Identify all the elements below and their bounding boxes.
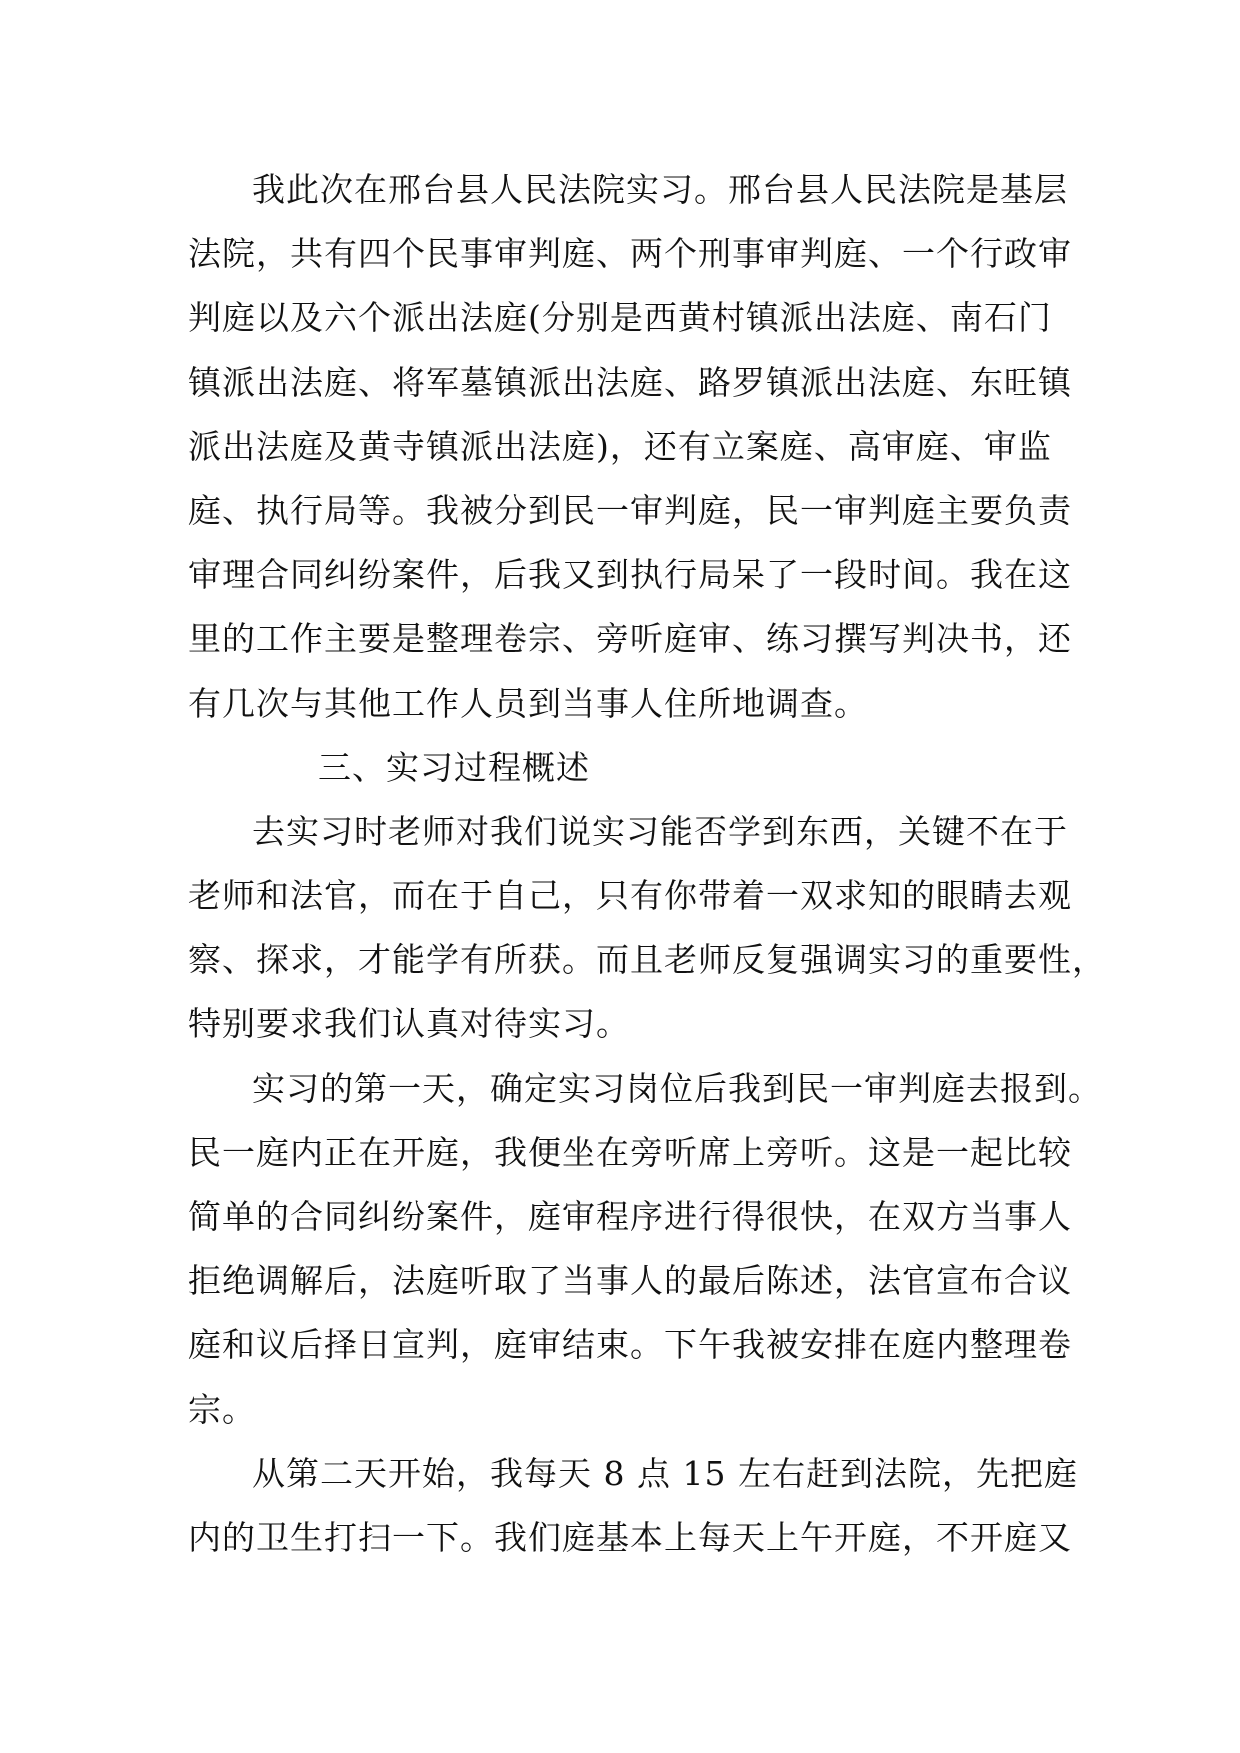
text-line: 庭和议后择日宣判，庭审结束。下午我被安排在庭内整理卷	[188, 1325, 1072, 1365]
text-line: 有几次与其他工作人员到当事人住所地调查。	[188, 683, 868, 723]
text-line: 拒绝调解后，法庭听取了当事人的最后陈述，法官宣布合议	[188, 1261, 1072, 1301]
text-line: 里的工作主要是整理卷宗、旁听庭审、练习撰写判决书，还	[188, 619, 1072, 659]
text-line: 老师和法官，而在于自己，只有你带着一双求知的眼睛去观	[188, 876, 1072, 916]
text-line: 审理合同纠纷案件，后我又到执行局呆了一段时间。我在这	[188, 555, 1072, 595]
text-line: 简单的合同纠纷案件，庭审程序进行得很快，在双方当事人	[188, 1197, 1072, 1236]
text-line: 派出法庭及黄寺镇派出法庭)，还有立案庭、高审庭、审监	[188, 426, 1052, 466]
text-line: 去实习时老师对我们说实习能否学到东西，关键不在于	[252, 811, 1068, 851]
text-line: 实习的第一天，确定实习岗位后我到民一审判庭去报到。	[252, 1068, 1102, 1108]
text-line: 察、探求，才能学有所获。而且老师反复强调实习的重要性，	[188, 940, 1106, 980]
text-line: 特别要求我们认真对待实习。	[188, 1004, 630, 1044]
text-line: 庭、执行局等。我被分到民一审判庭，民一审判庭主要负责	[188, 490, 1072, 530]
section-heading: 三、实习过程概述	[318, 747, 590, 787]
text-line: 法院，共有四个民事审判庭、两个刑事审判庭、一个行政审	[188, 234, 1072, 274]
document-body	[188, 158, 1106, 1570]
text-line: 我此次在邢台县人民法院实习。邢台县人民法院是基层	[252, 170, 1068, 209]
text-line: 镇派出法庭、将军墓镇派出法庭、路罗镇派出法庭、东旺镇	[188, 362, 1072, 402]
text-line: 判庭以及六个派出法庭(分别是西黄村镇派出法庭、南石门	[188, 298, 1052, 338]
text-line: 宗。	[188, 1389, 256, 1429]
text-line: 民一庭内正在开庭，我便坐在旁听席上旁听。这是一起比较	[188, 1132, 1072, 1172]
text-line: 从第二天开始，我每天 8 点 15 左右赶到法院，先把庭	[252, 1453, 1078, 1493]
text-line: 内的卫生打扫一下。我们庭基本上每天上午开庭，不开庭又	[188, 1517, 1072, 1557]
